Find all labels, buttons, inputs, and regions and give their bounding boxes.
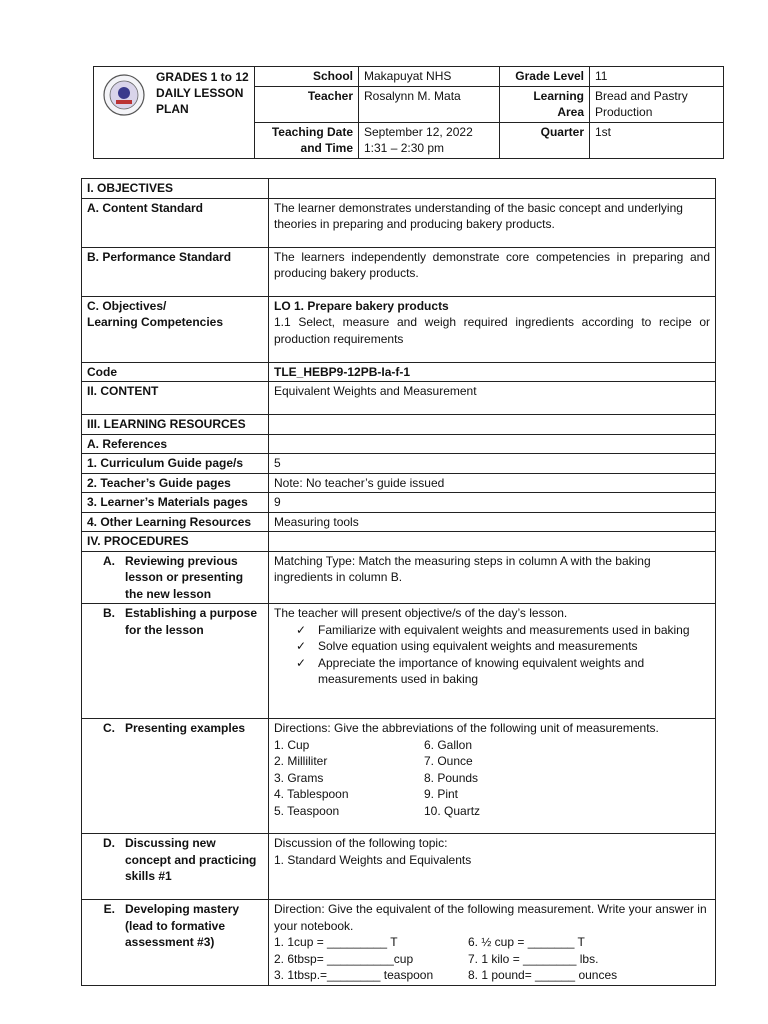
procedure-d-label-cell [82,834,269,900]
curriculum-guide-value: 5 [269,454,716,474]
curriculum-guide-label: 1. Curriculum Guide page/s [82,454,269,474]
procedure-b-label-cell [82,604,269,719]
grade-level-value: 11 [590,67,724,87]
content-heading: II. CONTENT [82,382,269,415]
procedure-a-letter: A. [103,553,115,568]
header-table [93,66,724,159]
objectives-heading-blank [269,179,716,199]
header-title-line-3: PLAN [156,102,189,116]
procedure-c-label: Presenting examples [125,721,246,735]
lo-text: 1.1 Select, measure and weigh required ingredients according to recipe or production requirements [274,315,710,346]
procedure-e-label-cell [82,900,269,986]
performance-standard-text: The learners independently demonstrate core competencies in preparing and producing bakery products. [269,247,716,296]
procedure-c-letter: C. [103,721,115,735]
procedure-c-directions: Directions: Give the abbreviations of the following unit of measurements. [274,721,659,735]
procedure-b-label: Establishing a purpose for the lesson [125,606,258,637]
teacher-value: Rosalynn M. Mata [359,86,500,122]
units-column-left: 1. Cup 2. Milliliter 3. Grams 4. Tablespoon 5. Teaspoon [274,737,349,818]
school-label: School [255,67,359,87]
checkmark-icon: ✓ [296,639,307,653]
procedure-a-text: Matching Type: Match the measuring steps in column A with the baking ingredients in column B. [269,551,716,604]
objective-item: ✓ Solve equation using equivalent weights and measurements [296,639,638,653]
procedure-b-letter: B. [103,606,115,620]
resources-heading: III. LEARNING RESOURCES [82,415,269,435]
procedure-c-label-cell [82,719,269,834]
procedure-d-letter: D. [103,836,115,850]
measurement-column-left: 1. 1cup = _________ T 2. 6tbsp= __________cup 3. 1tbsp.=________ teaspoon [274,935,434,982]
procedure-d-content: Discussion of the following topic: 1. Standard Weights and Equivalents [269,834,716,900]
school-value: Makapuyat NHS [359,67,500,87]
content-value: Equivalent Weights and Measurement [269,382,716,415]
objectives-heading: I. OBJECTIVES [82,179,269,199]
header-title-line-1: GRADES 1 to 12 [156,70,249,84]
checkmark-icon: ✓ [296,622,307,637]
learning-area-label: Learning Area [500,86,590,122]
learning-area-value: Bread and Pastry Production [590,86,724,122]
procedure-c-content [269,719,716,834]
references-label: A. References [82,434,269,454]
lo-title: LO 1. Prepare bakery products [274,298,449,313]
code-label: Code [82,362,269,382]
procedure-a-label: Reviewing previous lesson or presenting the new lesson [125,553,244,601]
learners-materials-label: 3. Learner’s Materials pages [82,493,269,513]
checkmark-icon: ✓ [296,655,307,670]
teaching-date-label: Teaching Date and Time [255,122,359,158]
header-title-cell [94,67,255,159]
objective-item: ✓ Familiarize with equivalent weights and measurements used in baking [296,622,690,637]
units-column-right: 6. Gallon 7. Ounce 8. Pounds 9. Pint 10. Quartz [424,737,481,818]
other-resources-value: Measuring tools [269,512,716,532]
performance-standard-label: B. Performance Standard [82,247,269,296]
learners-materials-value: 9 [269,493,716,513]
lesson-plan-table [81,178,716,986]
objective-item: ✓ Appreciate the importance of knowing equivalent weights and measurements used in baking [296,655,645,686]
teachers-guide-value: Note: No teacher’s guide issued [269,473,716,493]
procedures-heading: IV. PROCEDURES [82,532,269,552]
competencies-text [269,296,716,362]
grade-level-label: Grade Level [500,67,590,87]
procedure-d-label: Discussing new concept and practicing skills #1 [125,836,257,883]
quarter-label: Quarter [500,122,590,158]
teaching-date-value: September 12, 2022 1:31 – 2:30 pm [359,122,500,158]
other-resources-label: 4. Other Learning Resources [82,512,269,532]
content-standard-text: The learner demonstrates understanding of the basic concept and underlying theories in preparing and producing bakery products. [269,198,716,247]
measurement-column-right: 6. ½ cup = _______ T 7. 1 kilo = ________ lbs. 8. 1 pound= ______ ounces [468,935,618,982]
teacher-label: Teacher [255,86,359,122]
procedure-a-label-cell [82,551,269,604]
content-standard-label: A. Content Standard [82,198,269,247]
deped-seal-icon [102,73,146,117]
procedure-b-content [269,604,716,719]
procedure-e-label: Developing mastery (lead to formative assessment #3) [125,902,240,949]
quarter-value: 1st [590,122,724,158]
procedure-b-intro: The teacher will present objective/s of the day’s lesson. [274,606,568,620]
procedure-e-directions: Direction: Give the equivalent of the following measurement. Write your answer in your notebook. [274,902,707,933]
procedure-e-content [269,900,716,986]
teachers-guide-label: 2. Teacher’s Guide pages [82,473,269,493]
code-value: TLE_HEBP9-12PB-Ia-f-1 [269,362,716,382]
header-title-line-2: DAILY LESSON [156,86,244,100]
procedure-e-letter: E. [103,902,115,916]
competencies-label: C. Objectives/ Learning Competencies [82,296,269,362]
